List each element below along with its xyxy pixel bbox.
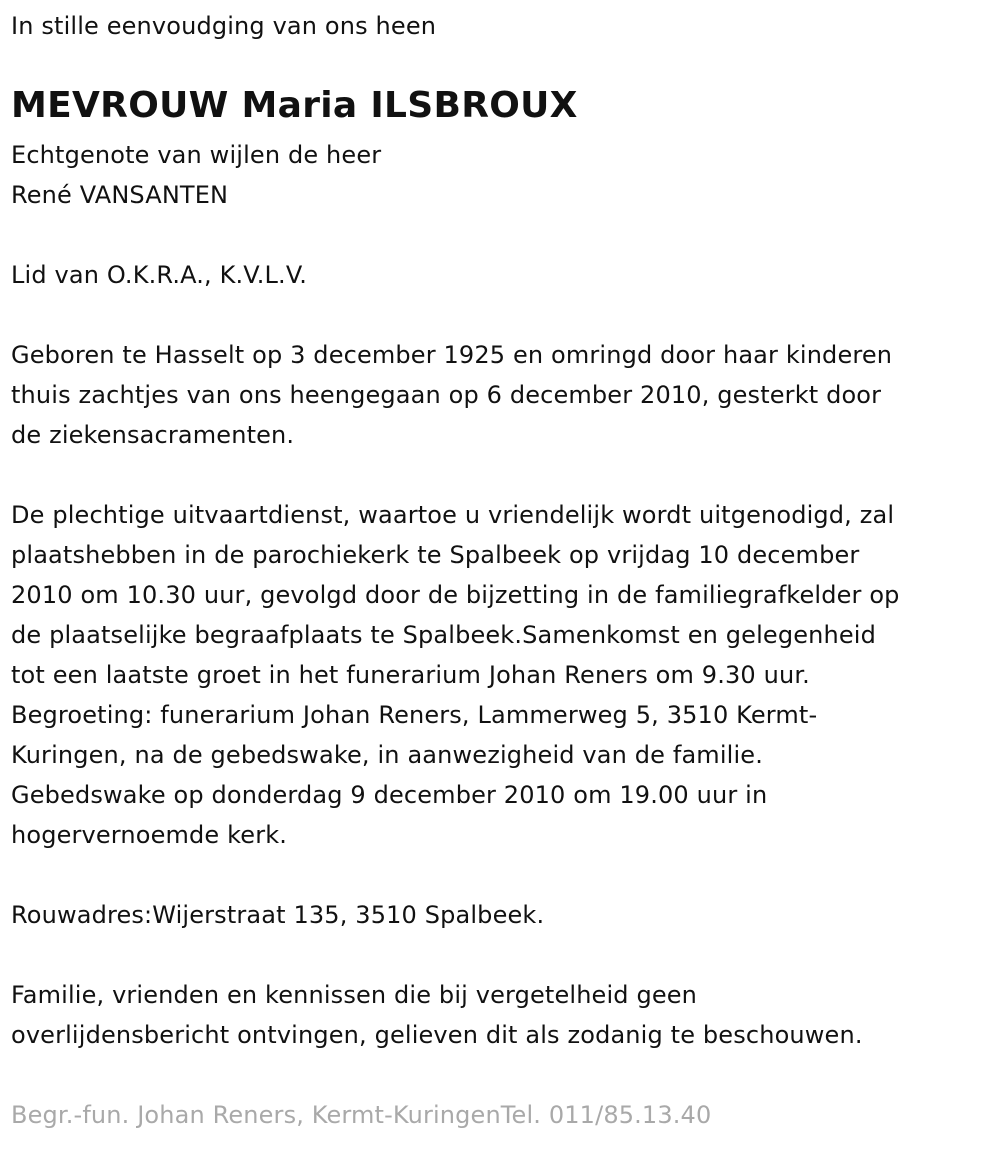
paragraph-line: Familie, vrienden en kennissen die bij vergetelheid geen xyxy=(11,981,698,1009)
address-block xyxy=(11,895,544,935)
spouse-block xyxy=(11,135,381,215)
paragraph-line: 2010 om 10.30 uur, gevolgd door de bijzetting in de familiegrafkelder op xyxy=(11,581,900,609)
paragraph-line: de ziekensacramenten. xyxy=(11,421,295,449)
paragraph-line: Gebedswake op donderdag 9 december 2010 om 19.00 uur in xyxy=(11,781,768,809)
paragraph-line: Geboren te Hasselt op 3 december 1925 en omringd door haar kinderen xyxy=(11,341,893,369)
membership-block xyxy=(11,255,307,295)
family-paragraph xyxy=(11,975,863,1055)
birth-death-paragraph xyxy=(11,335,892,455)
paragraph-line: hogervernoemde kerk. xyxy=(11,821,288,849)
paragraph-line: Kuringen, na de gebedswake, in aanwezigheid van de familie. xyxy=(11,741,763,769)
paragraph-line: thuis zachtjes van ons heengegaan op 6 december 2010, gesterkt door xyxy=(11,381,882,409)
intro-text: In stille eenvoudging van ons heen xyxy=(11,12,437,40)
spouse-line: René VANSANTEN xyxy=(11,181,229,209)
paragraph-line: De plechtige uitvaartdienst, waartoe u vriendelijk wordt uitgenodigd, zal xyxy=(11,501,895,529)
address-line: Rouwadres:Wijerstraat 135, 3510 Spalbeek. xyxy=(11,901,545,929)
paragraph-line: Begroeting: funerarium Johan Reners, Lammerweg 5, 3510 Kermt- xyxy=(11,701,818,729)
deceased-name: MEVROUW Maria ILSBROUX xyxy=(11,85,578,126)
paragraph-line: plaatshebben in de parochiekerk te Spalbeek op vrijdag 10 december xyxy=(11,541,860,569)
spouse-line: Echtgenote van wijlen de heer xyxy=(11,141,382,169)
paragraph-line: overlijdensbericht ontvingen, gelieven dit als zodanig te beschouwen. xyxy=(11,1021,863,1049)
service-paragraph xyxy=(11,495,900,855)
funeral-home-footer: Begr.-fun. Johan Reners, Kermt-KuringenTel. 011/85.13.40 xyxy=(11,1101,712,1129)
paragraph-line: tot een laatste groet in het funerarium Johan Reners om 9.30 uur. xyxy=(11,661,810,689)
membership-line: Lid van O.K.R.A., K.V.L.V. xyxy=(11,261,308,289)
paragraph-line: de plaatselijke begraafplaats te Spalbeek.Samenkomst en gelegenheid xyxy=(11,621,876,649)
